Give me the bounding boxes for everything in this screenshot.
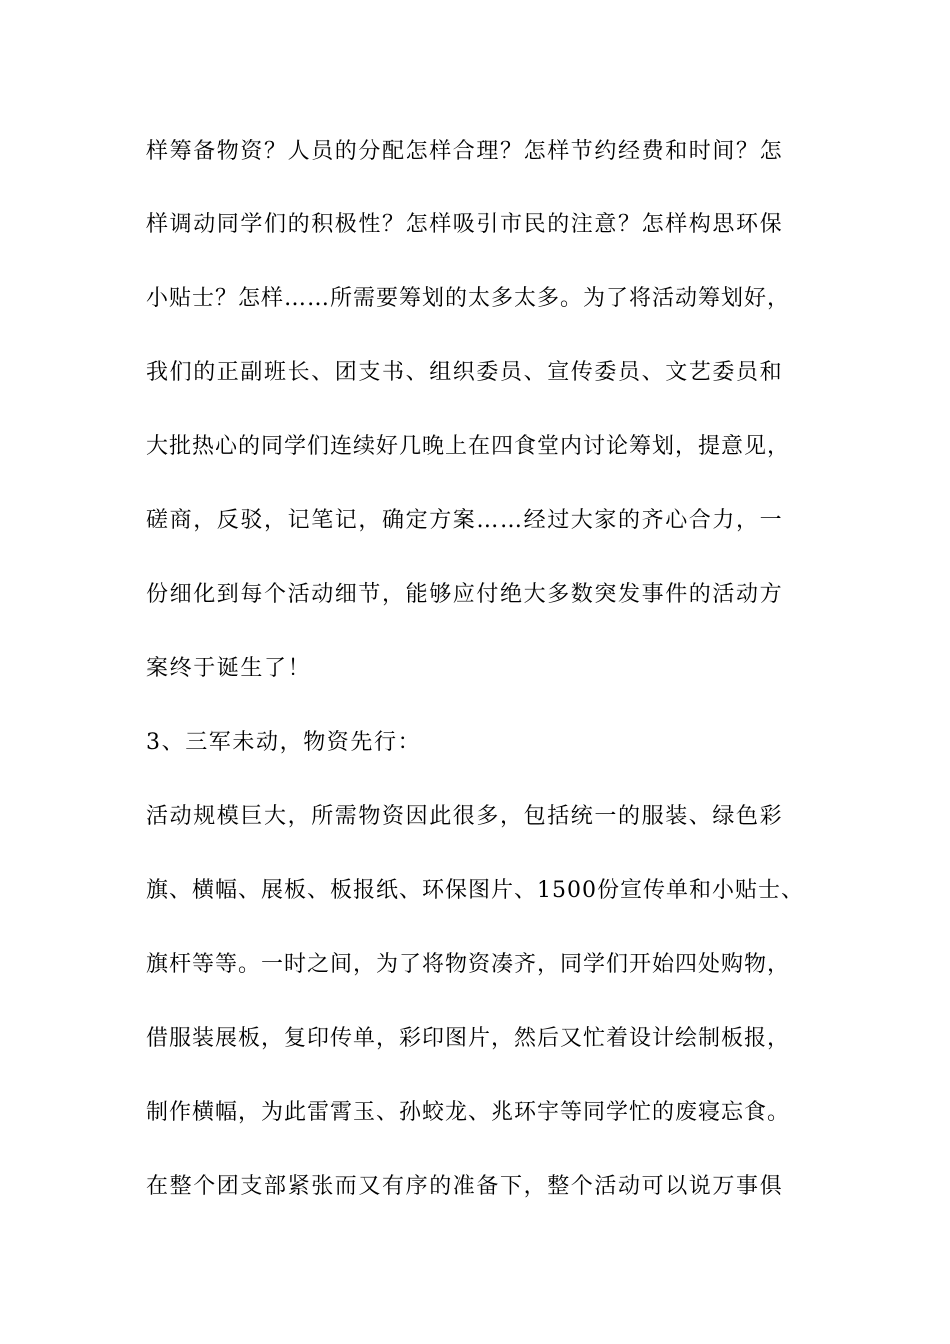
body-text-line: 案终于诞生了！ — [146, 656, 312, 681]
body-text-line: 小贴士？怎样……所需要筹划的太多太多。为了将活动筹划好， — [146, 286, 791, 311]
body-text-line: 在整个团支部紧张而又有序的准备下，整个活动可以说万事俱 — [146, 1174, 784, 1199]
body-text-line: 制作横幅，为此雷霄玉、孙蛟龙、兆环宇等同学忙的废寝忘食。 — [146, 1100, 791, 1125]
body-text-line: 样筹备物资？人员的分配怎样合理？怎样节约经费和时间？怎 — [146, 139, 784, 164]
body-text-line: 样调动同学们的积极性？怎样吸引市民的注意？怎样构思环保 — [146, 212, 784, 237]
body-text-line: 旗、横幅、展板、板报纸、环保图片、1500份宣传单和小贴士、 — [146, 878, 804, 903]
body-text-line: 磋商，反驳，记笔记，确定方案……经过大家的齐心合力，一 — [146, 508, 784, 533]
body-text-line: 旗杆等等。一时之间，为了将物资凑齐，同学们开始四处购物， — [146, 952, 791, 977]
body-text-line: 我们的正副班长、团支书、组织委员、宣传委员、文艺委员和 — [146, 360, 784, 385]
section-heading: 3、三军未动，物资先行： — [146, 730, 422, 755]
body-text-line: 大批热心的同学们连续好几晚上在四食堂内讨论筹划，提意见， — [146, 434, 791, 459]
body-text-line: 活动规模巨大，所需物资因此很多，包括统一的服装、绿色彩 — [146, 804, 784, 829]
body-text-line: 借服装展板，复印传单，彩印图片，然后又忙着设计绘制板报， — [146, 1026, 791, 1051]
body-text-line: 份细化到每个活动细节，能够应付绝大多数突发事件的活动方 — [146, 582, 784, 607]
